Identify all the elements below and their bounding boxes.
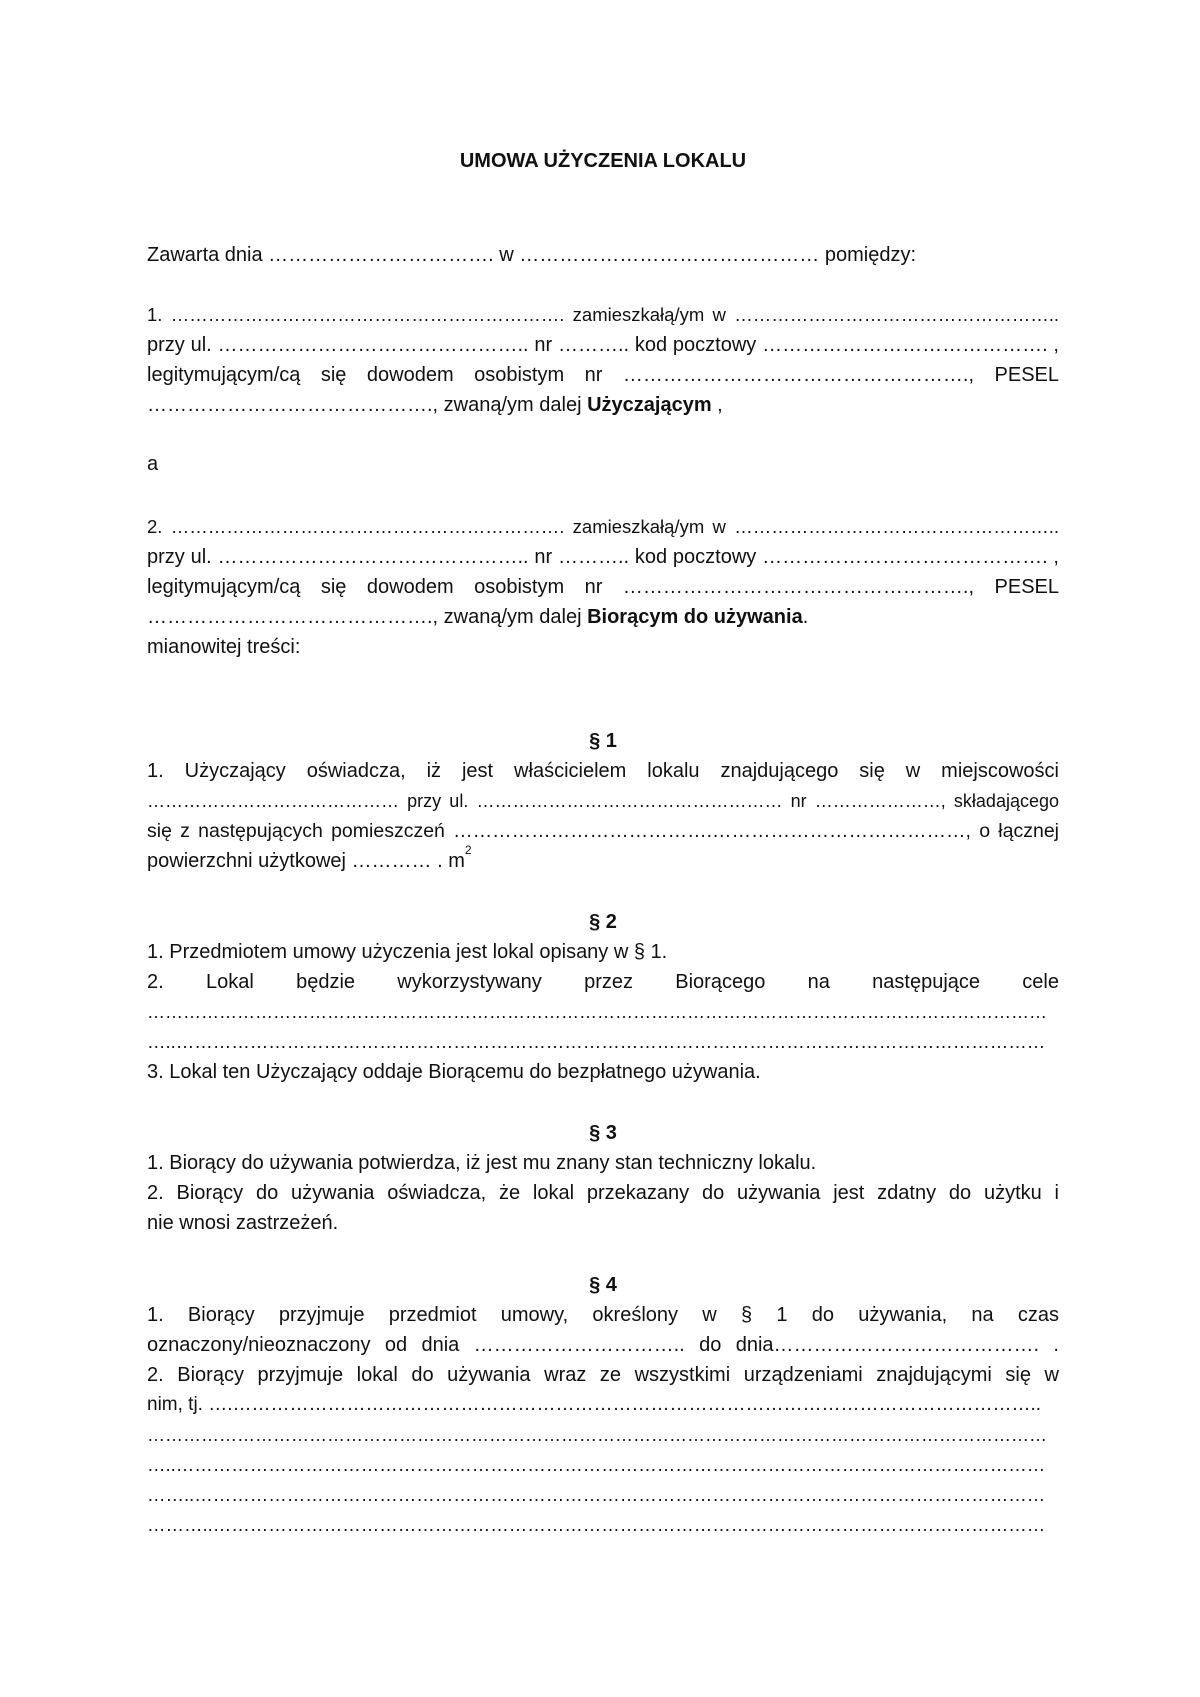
section4-line6: …..……………………………………………………………………………………………………………………………: [147, 1454, 1046, 1475]
party2-line4: [147, 602, 1059, 632]
section4-line2: oznaczony/nieoznaczony od dnia ………………………….. do dnia…………………………………. .: [147, 1334, 1059, 1356]
party2-line1: 2. ………………………………………………………. zamieszkałą/ym w ……………………………………………..: [147, 516, 1059, 537]
party1-line2: przy ul. ……………………………………….. nr ……….. kod pocztowy ……………………………………. ,: [147, 334, 1059, 356]
party2-line4-end: .: [802, 606, 809, 628]
section4-line7: ……..…………………………………………………………………………………………………………………………: [147, 1484, 1046, 1505]
section1-heading: § 1: [589, 730, 617, 752]
section3-line3: nie wnosi zastrzeżeń.: [147, 1212, 339, 1234]
section4-line3: 2. Biorący przyjmuje lokal do używania wraz ze wszystkimi urządzeniami znajdującymi się w: [147, 1364, 1059, 1386]
party2-role-label: Biorącym do używania: [587, 606, 803, 628]
party2-line3: legitymującym/cą się dowodem osobistym nr ……………………………………………., PESEL: [147, 576, 1059, 598]
section4-line1: 1. Biorący przyjmuje przedmiot umowy, określony w § 1 do używania, na czas: [147, 1304, 1059, 1326]
section2-line4: …..……………………………………………………………………………………………………………………………: [147, 1031, 1046, 1052]
section1-line2: …………………………………… przy ul. …………………………………………… nr …………………, składającego: [147, 791, 1059, 811]
party1-line4-text: ……………………………………., zwaną/ym dalej: [147, 394, 588, 416]
section2-line5: 3. Lokal ten Użyczający oddaje Biorącemu do bezpłatnego używania.: [147, 1061, 761, 1083]
party1-line4-end: ,: [711, 394, 723, 416]
section4-heading: § 4: [589, 1274, 617, 1296]
party1-role-label: Użyczającym: [587, 394, 712, 416]
section2-line1: 1. Przedmiotem umowy użyczenia jest lokal opisany w § 1.: [147, 941, 668, 963]
section1-line1: 1. Użyczający oświadcza, iż jest właścicielem lokalu znajdującego się w miejscowości: [147, 760, 1059, 782]
section2-line2: 2. Lokal będzie wykorzystywany przez Biorącego na następujące cele: [147, 971, 1059, 993]
section4-line5: ……………………………………………………………………………………………………………………………………: [147, 1425, 1047, 1445]
party1-line3: legitymującym/cą się dowodem osobistym nr ……………………………………………., PESEL: [147, 364, 1059, 386]
party1-line4: [147, 390, 1059, 420]
section1-line3: się z następujących pomieszczeń ………………………………….…………………………………, o łącznej: [147, 820, 1059, 842]
section2-heading: § 2: [589, 911, 617, 933]
section1-area-text: powierzchni użytkowej ………… . m: [147, 850, 465, 872]
conjunction-a: a: [147, 453, 159, 475]
party2-line2: przy ul. ……………………………………….. nr ……….. kod pocztowy ……………………………………. ,: [147, 546, 1059, 568]
party2-line5: mianowitej treści:: [147, 636, 301, 658]
party2-line4-text: ……………………………………., zwaną/ym dalej: [147, 606, 588, 628]
section3-line2: 2. Biorący do używania oświadcza, że lokal przekazany do używania jest zdatny do użytku i: [147, 1182, 1059, 1204]
section4-line4: nim, tj. ….………………………………………………………………………………………………………………..: [147, 1394, 1042, 1415]
contract-date-line: Zawarta dnia ……………………………. w ……………………………………… pomiędzy:: [147, 244, 916, 266]
document-title: UMOWA UŻYCZENIA LOKALU: [459, 150, 747, 172]
section4-line8: ………..………………………………………………………………………………………………………………………: [147, 1514, 1046, 1535]
section3-line1: 1. Biorący do używania potwierdza, iż jest mu znany stan techniczny lokalu.: [147, 1152, 817, 1174]
section3-heading: § 3: [589, 1122, 617, 1144]
section1-area-sup: 2: [464, 843, 472, 857]
section2-line3: ……………………………………………………………………………………………………………………………………: [147, 1002, 1047, 1022]
section1-line4: [147, 843, 1059, 876]
party1-line1: 1. ………………………………………………………. zamieszkałą/ym w ……………………………………………..: [147, 304, 1059, 325]
